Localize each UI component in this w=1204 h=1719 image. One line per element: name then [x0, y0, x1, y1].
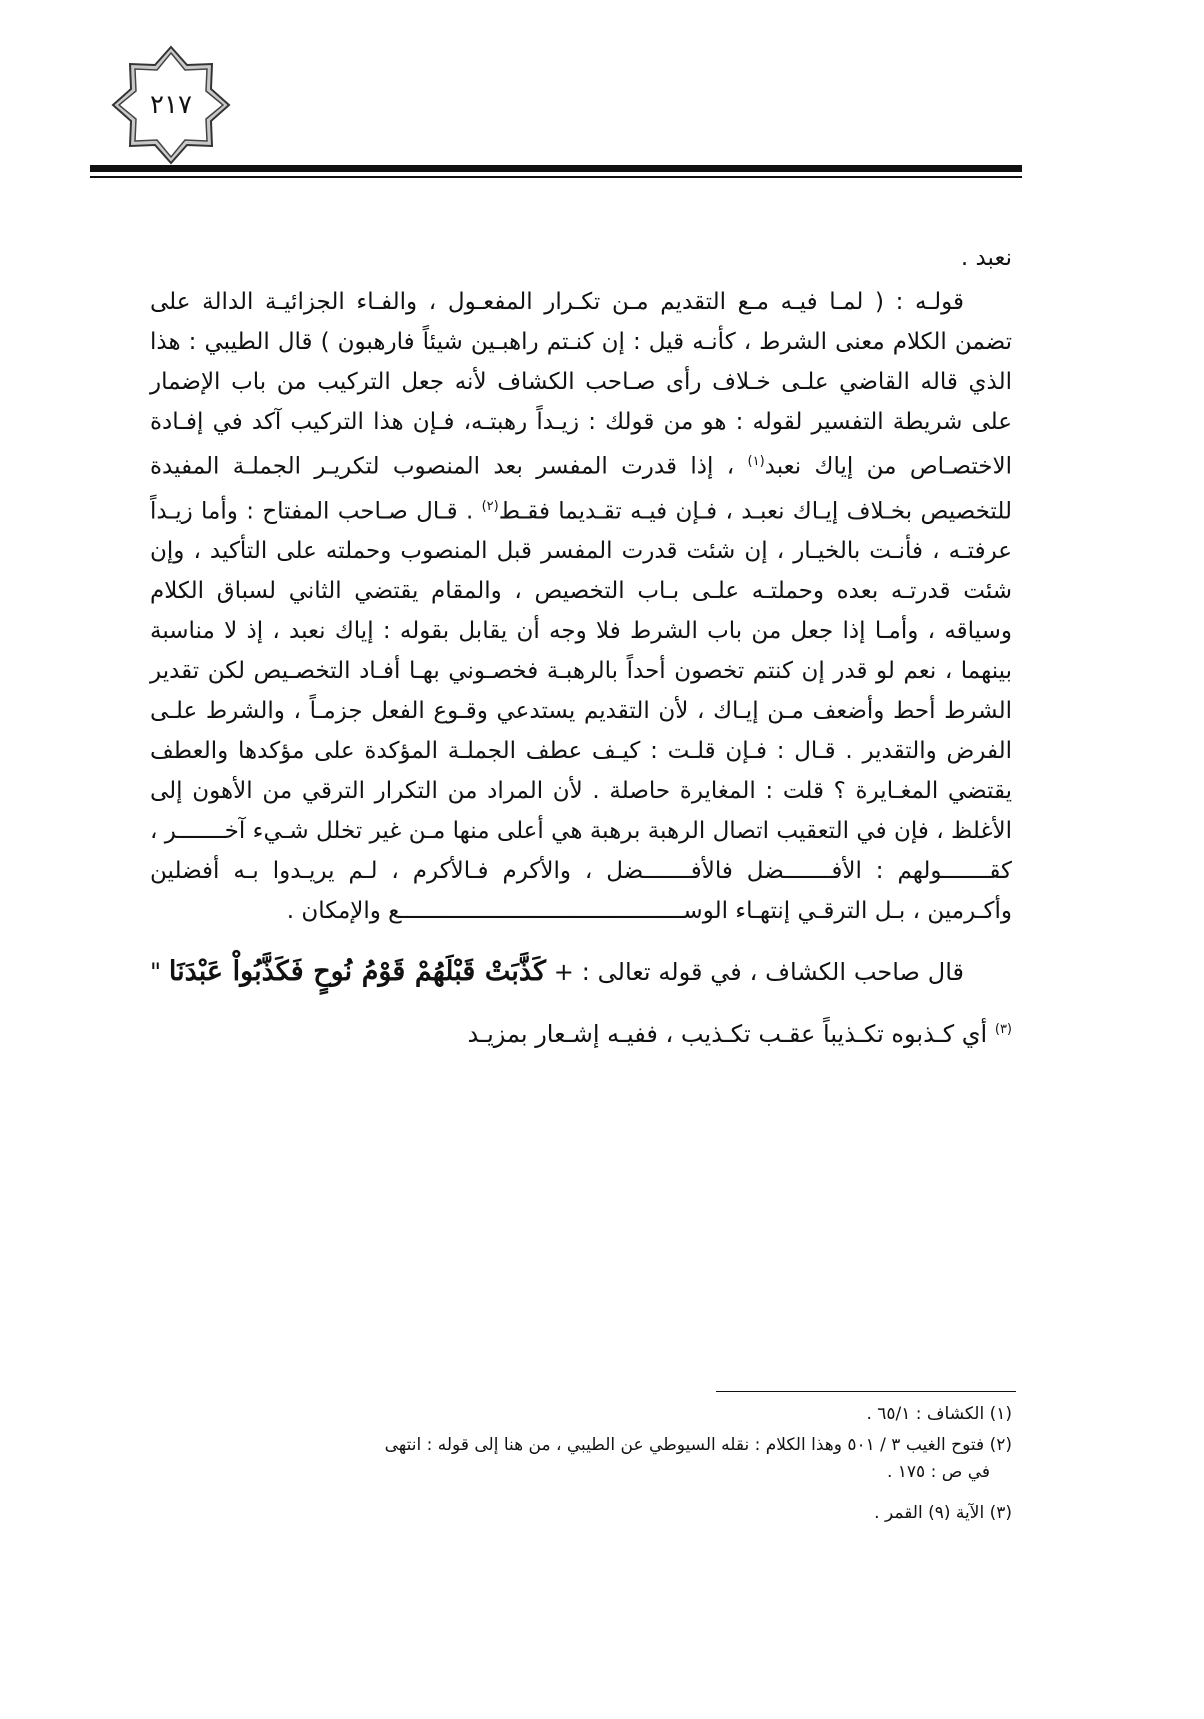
header-rule-thin — [90, 176, 1022, 178]
paragraph-1-part-a: قولـه : ( لمـا فيـه مـع التقديم مـن تكـرار المفعـول ، والفـاء الجزائيـة الدالة على تضمن الكلام معنى الشرط ، كأنـه قيل : إن كنـتم راهبـين شيئاً فارهبون ) قال الطيبي : هذا الذي قاله القاضي علـى خـلاف رأى صـاحب الكشاف لأنه جعل التركيب من باب الإضمار على شريطة التفسير لقوله : هو من قولك : زيـداً رهبتـه، فـإن هذا التركيب آكد في إفـادة الاختصـاص من إياك نعبد — [150, 289, 1012, 480]
footnote-2-continuation: في ص : ١٧٥ . — [886, 1462, 990, 1482]
main-text — [150, 238, 1012, 1063]
page-number-ornament — [106, 40, 236, 170]
footnotes — [150, 1401, 1012, 1531]
footnote-ref-2[interactable]: (٢) — [481, 498, 499, 514]
footnote-ref-3[interactable]: (٣) — [994, 1022, 1012, 1038]
paragraph-1-part-c: . قـال صـاحب المفتاح : وأما زيـداً عرفتـه ، فأنـت بالخيـار ، إن شئت قدرت المفسر قبل المنصوب وحملته على التأكيد ، وإن شئت قدرتـه بعده وحملتـه علـى بـاب التخصيص ، والمقام يقتضي الثاني لسباق الكلام وسياقه ، وأمـا إذا جعل من باب الشرط فلا وجه أن يقابل بقوله : إياك نعبد ، إذ لا مناسبة بينهما ، نعم لو قدر إن كنتم تخصون أحداً بالرهبـة فخصـوني بهـا أفـاد التخصـيص لكن تقدير الشرط أحط وأضعف مـن إيـاك ، لأن التقديم يستدعي وقـوع الفعل جزمـاً ، والشرط علـى الفرض والتقدير . قـال : فـإن قلـت : كيـف عطف الجملـة المؤكدة على مؤكدها والعطف يقتضي المغـايرة ؟ قلت : المغايرة حاصلة . لأن المراد من التكرار الترقي من الأهون إلى الأغلظ ، فإن في التعقيب اتصال الرهبة برهبة هي أعلى منها مـن غير تخلل شـيء آخـــــــر ، كقـــــــولهم : الأفـــــــضل فالأفـــــــضل ، والأكرم فـالأكرم ، لـم يريـدوا بـه أفضلين وأكـرمين ، بـل الترقـي إنتهـاء الوســــــــــــــــــــــــــــــــــــــــــع والإمكان . — [150, 498, 1012, 925]
footnote-3: (٣) الآية (٩) القمر . — [874, 1503, 1012, 1523]
paragraph-2 — [150, 943, 1012, 1063]
paragraph-2-part-c: أي كـذبوه تكـذيباً عقـب تكـذيب ، ففيـه إشـعار بمزيـد — [467, 1020, 995, 1049]
paragraph-1 — [150, 282, 1012, 931]
footnote-1: (١) الكشاف : ٦٥/١ . — [866, 1404, 1012, 1424]
page-number: ٢١٧ — [150, 90, 192, 120]
paragraph-2-part-b: " — [150, 958, 169, 987]
paragraph-1-part-b: ، إذا قدرت المفسر بعد المنصوب لتكريـر الجملـة المفيدة للتخصيص بخـلاف إيـاك نعبـد ، فـإن فيـه تقـديما فقـط — [150, 453, 1012, 525]
header-rule-thick — [90, 165, 1022, 172]
opening-line: نعبد . — [960, 245, 1012, 271]
footnote-ref-1[interactable]: (١) — [747, 454, 765, 469]
paragraph-2-part-a: قال صاحب الكشاف ، في قوله تعالى : + — [545, 958, 964, 987]
quran-verse: كَذَّبَتْ قَبْلَهُمْ قَوْمُ نُوحٍ فَكَذَّبُواْ عَبْدَنَا — [168, 956, 546, 988]
footnote-2: (٢) فتوح الغيب ٣ / ٥٠١ وهذا الكلام : نقله السيوطي عن الطيبي ، من هنا إلى قوله : انتهى — [384, 1435, 1012, 1455]
footnote-separator — [716, 1391, 1016, 1392]
